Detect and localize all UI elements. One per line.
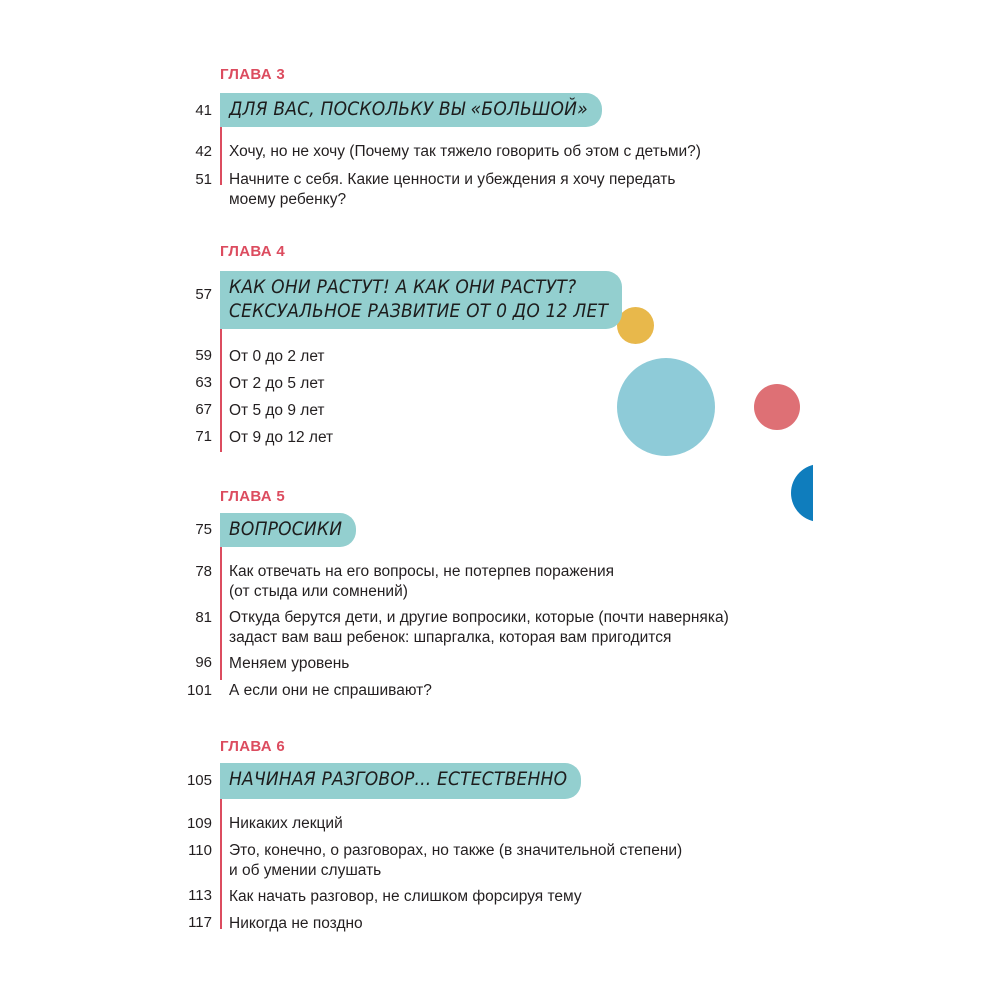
toc-entry[interactable]: Как начать разговор, не слишком форсируя тему <box>229 888 582 905</box>
toc-entry[interactable]: Никаких лекций <box>229 815 343 832</box>
chapter-label: ГЛАВА 3 <box>220 66 286 83</box>
chapter-rule <box>220 325 222 452</box>
toc-entry[interactable]: Откуда берутся дети, и другие вопросики, которые (почти наверняка) задаст вам ваш ребенок: шпаргалка, которая вам пригодится <box>229 609 729 646</box>
chapter-title[interactable]: КАК ОНИ РАСТУТ! А КАК ОНИ РАСТУТ? СЕКСУАЛЬНОЕ РАЗВИТИЕ ОТ 0 ДО 12 ЛЕТ <box>220 271 622 329</box>
toc-entry[interactable]: Это, конечно, о разговорах, но также (в значительной степени) и об умении слушать <box>229 842 683 879</box>
chapter-label: ГЛАВА 6 <box>220 738 286 755</box>
toc-entry[interactable]: Начните с себя. Какие ценности и убеждения я хочу передать моему ребенку? <box>229 171 676 208</box>
title-page-number: 57 <box>195 286 212 303</box>
toc-entry[interactable]: А если они не спрашивают? <box>229 682 432 699</box>
entry-page-number: 110 <box>188 842 212 859</box>
blue-half-circle <box>791 464 813 522</box>
chapter-label: ГЛАВА 5 <box>220 488 286 505</box>
entry-page-number: 109 <box>186 815 212 832</box>
entry-page-number: 59 <box>195 347 212 364</box>
toc-entry[interactable]: От 5 до 9 лет <box>229 402 325 419</box>
entry-page-number: 42 <box>195 143 212 160</box>
toc-entry[interactable]: От 9 до 12 лет <box>229 429 334 446</box>
entry-page-number: 117 <box>188 914 212 931</box>
chapter-title[interactable]: ДЛЯ ВАС, ПОСКОЛЬКУ ВЫ «БОЛЬШОЙ» <box>220 93 602 127</box>
title-page-number: 75 <box>195 521 212 538</box>
yellow-dot <box>617 307 654 344</box>
toc-entry[interactable]: Никогда не поздно <box>229 915 363 932</box>
chapter-label: ГЛАВА 4 <box>220 243 286 260</box>
title-page-number: 41 <box>195 102 212 119</box>
entry-page-number: 51 <box>195 171 212 188</box>
entry-page-number: 113 <box>188 887 212 904</box>
toc-entry[interactable]: Хочу, но не хочу (Почему так тяжело говорить об этом с детьми?) <box>229 143 701 160</box>
entry-page-number: 96 <box>195 654 212 671</box>
entry-page-number: 78 <box>195 563 212 580</box>
title-page-number: 105 <box>186 772 212 789</box>
toc-entry[interactable]: От 0 до 2 лет <box>229 348 325 365</box>
entry-page-number: 101 <box>186 682 212 699</box>
entry-page-number: 81 <box>195 609 212 626</box>
chapter-rule <box>220 795 222 929</box>
entry-page-number: 63 <box>195 374 212 391</box>
chapter-rule <box>220 123 222 185</box>
chapter-rule <box>220 542 222 680</box>
entry-page-number: 67 <box>195 401 212 418</box>
entry-page-number: 71 <box>195 428 212 445</box>
toc-entry[interactable]: Меняем уровень <box>229 655 350 672</box>
chapter-title[interactable]: НАЧИНАЯ РАЗГОВОР... ЕСТЕСТВЕННО <box>220 763 581 799</box>
chapter-title[interactable]: ВОПРОСИКИ <box>220 513 356 547</box>
toc-entry[interactable]: Как отвечать на его вопросы, не потерпев поражения (от стыда или сомнений) <box>229 563 615 600</box>
toc-entry[interactable]: От 2 до 5 лет <box>229 375 325 392</box>
